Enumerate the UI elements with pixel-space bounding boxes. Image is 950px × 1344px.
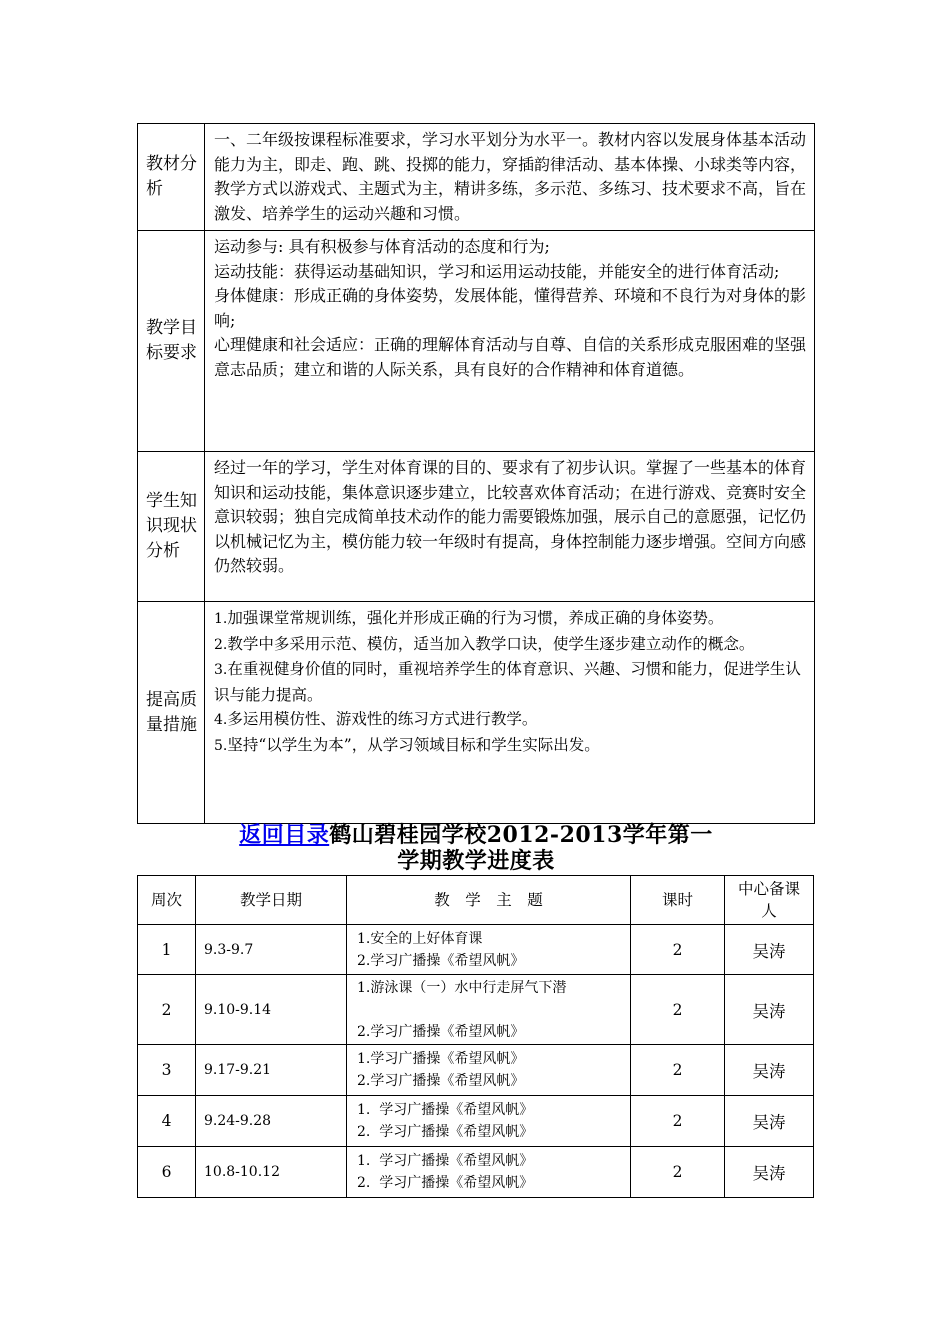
analysis-row-textbook bbox=[138, 124, 815, 231]
table-row bbox=[138, 925, 814, 975]
row-label: 教材分析 bbox=[138, 124, 205, 231]
topic-cell bbox=[347, 975, 631, 1045]
week-cell: 4 bbox=[138, 1096, 196, 1147]
topic-cell bbox=[347, 1147, 631, 1198]
paragraph: 运动参与: 具有积极参与体育活动的态度和行为; bbox=[214, 237, 550, 256]
table-row bbox=[138, 1147, 814, 1198]
topic-line: 1. 学习广播操《希望风帆》 bbox=[357, 1153, 534, 1169]
row-label: 提高质量措施 bbox=[138, 602, 205, 824]
page-title-continued: 学期教学进度表 bbox=[397, 848, 555, 874]
hours-cell: 2 bbox=[631, 1045, 725, 1096]
table-row bbox=[138, 975, 814, 1045]
item-text: 在重视健身价值的同时，重视培养学生的体育意识、兴趣、习惯和能力，促进学生认识与能力提高。 bbox=[214, 660, 801, 704]
column-header: 教 学 主 题 bbox=[347, 876, 631, 925]
teacher-cell: 吴涛 bbox=[725, 1096, 814, 1147]
table-row bbox=[138, 1045, 814, 1096]
analysis-row-goals bbox=[138, 231, 815, 452]
row-content bbox=[205, 602, 815, 824]
item-text: 加强课堂常规训练，强化并形成正确的行为习惯，养成正确的身体姿势。 bbox=[227, 609, 724, 627]
column-header: 课时 bbox=[631, 876, 725, 925]
week-cell: 3 bbox=[138, 1045, 196, 1096]
schedule-table bbox=[137, 875, 814, 1198]
topic-line: 2. 学习广播操《希望风帆》 bbox=[357, 1124, 534, 1140]
measure-item bbox=[214, 657, 809, 707]
hours-cell: 2 bbox=[631, 975, 725, 1045]
date-cell: 10.8-10.12 bbox=[196, 1147, 347, 1198]
item-text: 教学中多采用示范、模仿，适当加入教学口诀，使学生逐步建立动作的概念。 bbox=[227, 634, 755, 653]
date-cell: 9.24-9.28 bbox=[196, 1096, 347, 1147]
topic-line: 2.学习广播操《希望风帆》 bbox=[357, 952, 525, 969]
week-cell: 1 bbox=[138, 925, 196, 975]
measure-item bbox=[214, 707, 809, 733]
hours-cell: 2 bbox=[631, 1147, 725, 1198]
item-number: 4. bbox=[214, 712, 228, 728]
topic-line: 2. 学习广播操《希望风帆》 bbox=[357, 1175, 534, 1191]
date-cell: 9.10-9.14 bbox=[196, 975, 347, 1045]
page-title: 鹤山碧桂园学校2012-2013学年第一 bbox=[329, 822, 713, 848]
measure-item bbox=[214, 733, 809, 759]
table-header-row bbox=[138, 876, 814, 925]
topic-line: 2.学习广播操《希望风帆》 bbox=[357, 1073, 525, 1089]
topic-line: 1.安全的上好体育课 bbox=[357, 930, 483, 947]
column-header: 中心备课人 bbox=[725, 876, 814, 925]
item-text: 坚持“以学生为本”，从学习领域目标和学生实际出发。 bbox=[227, 735, 600, 754]
paragraph: 一、二年级按课程标准要求，学习水平划分为水平一。教材内容以发展身体基本活动能力为主，即走、跑、跳、投掷的能力，穿插韵律活动、基本体操、小球类等内容，教学方式以游戏式、主题式为主，精讲多练，多示范、多练习、技术要求不高，旨在激发、培养学生的运动兴趣和习惯。 bbox=[214, 130, 807, 223]
item-number: 3. bbox=[214, 662, 228, 678]
row-content bbox=[205, 231, 815, 452]
week-cell: 2 bbox=[138, 975, 196, 1045]
item-number: 5. bbox=[214, 737, 228, 754]
heading-line-1 bbox=[137, 822, 815, 848]
column-header: 教学日期 bbox=[196, 876, 347, 925]
topic-cell bbox=[347, 925, 631, 975]
measure-item bbox=[214, 606, 809, 632]
row-content bbox=[205, 124, 815, 231]
column-header: 周次 bbox=[138, 876, 196, 925]
topic-line: 1. 学习广播操《希望风帆》 bbox=[357, 1102, 534, 1118]
teacher-cell: 吴涛 bbox=[725, 1147, 814, 1198]
row-label: 教学目标要求 bbox=[138, 231, 205, 452]
hours-cell: 2 bbox=[631, 1096, 725, 1147]
analysis-row-measures bbox=[138, 602, 815, 824]
item-number: 1. bbox=[214, 611, 228, 627]
paragraph: 身体健康：形成正确的身体姿势，发展体能，懂得营养、环境和不良行为对身体的影响; bbox=[214, 286, 807, 330]
paragraph: 心理健康和社会适应：正确的理解体育活动与自尊、自信的关系形成克服困难的坚强意志品质；建立和谐的人际关系，具有良好的合作精神和体育道德。 bbox=[214, 335, 807, 379]
item-text: 多运用模仿性、游戏性的练习方式进行教学。 bbox=[227, 710, 538, 728]
teacher-cell: 吴涛 bbox=[725, 925, 814, 975]
date-cell: 9.17-9.21 bbox=[196, 1045, 347, 1096]
analysis-table bbox=[137, 123, 815, 824]
row-label: 学生知识现状分析 bbox=[138, 452, 205, 602]
teacher-cell: 吴涛 bbox=[725, 975, 814, 1045]
topic-line bbox=[357, 999, 630, 1021]
topic-cell bbox=[347, 1045, 631, 1096]
schedule-heading bbox=[137, 822, 815, 874]
row-content bbox=[205, 452, 815, 602]
back-to-contents-link[interactable]: 返回目录 bbox=[239, 822, 330, 848]
topic-line: 1.学习广播操《希望风帆》 bbox=[357, 1051, 525, 1067]
paragraph: 运动技能：获得运动基础知识，学习和运用运动技能，并能安全的进行体育活动; bbox=[214, 261, 780, 281]
topic-line: 1.游泳课（一）水中行走屏气下潜 bbox=[357, 979, 567, 996]
analysis-row-students bbox=[138, 452, 815, 602]
topic-cell bbox=[347, 1096, 631, 1147]
item-number: 2. bbox=[214, 636, 228, 653]
measure-item bbox=[214, 632, 809, 658]
teacher-cell: 吴涛 bbox=[725, 1045, 814, 1096]
week-cell: 6 bbox=[138, 1147, 196, 1198]
topic-line: 2.学习广播操《希望风帆》 bbox=[357, 1023, 525, 1040]
date-cell: 9.3-9.7 bbox=[196, 925, 347, 975]
table-row bbox=[138, 1096, 814, 1147]
hours-cell: 2 bbox=[631, 925, 725, 975]
paragraph: 经过一年的学习，学生对体育课的目的、要求有了初步认识。掌握了一些基本的体育知识和运动技能，集体意识逐步建立，比较喜欢体育活动；在进行游戏、竞赛时安全意识较弱；独自完成简单技术动作的能力需要锻炼加强，展示自己的意愿强，记忆仍以机械记忆为主，模仿能力较一年级时有提高，身体控制能力逐步增强。空间方向感仍然较弱。 bbox=[214, 458, 807, 575]
